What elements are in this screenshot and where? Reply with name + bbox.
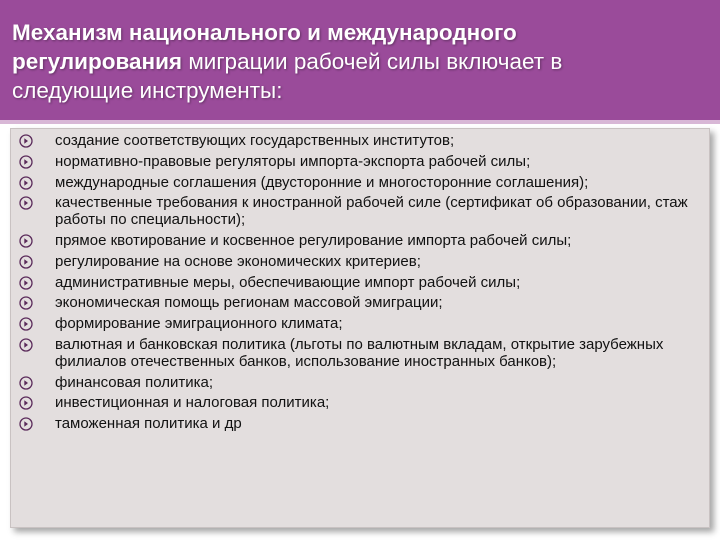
- list-item: [19, 375, 701, 392]
- list-item: [19, 395, 701, 412]
- list-item: [19, 316, 701, 333]
- circled-arrow-icon: [19, 255, 33, 269]
- list-item: [19, 133, 701, 150]
- list-item-text: инвестиционная и налоговая политика;: [55, 394, 330, 412]
- circled-arrow-icon: [19, 317, 33, 331]
- slide-title: [12, 18, 710, 105]
- circled-arrow-icon: [19, 234, 33, 248]
- list-item: [19, 154, 701, 171]
- list-item: [19, 416, 701, 433]
- list-item-text: качественные требования к иностранной рабочей силе (сертификат об образовании, стаж работы по специальности);: [55, 194, 688, 229]
- list-item-text: нормативно-правовые регуляторы импорта-экспорта рабочей силы;: [55, 152, 531, 170]
- list-item-text: формирование эмиграционного климата;: [55, 315, 343, 333]
- list-item: [19, 233, 701, 250]
- list-item: [19, 175, 701, 192]
- list-item: [19, 275, 701, 292]
- title-line2-bold: регулирования: [12, 49, 183, 74]
- list-item-text: административные меры, обеспечивающие импорт рабочей силы;: [55, 273, 521, 291]
- circled-arrow-icon: [19, 176, 33, 190]
- circled-arrow-icon: [19, 296, 33, 310]
- content-panel: [10, 128, 710, 528]
- title-line3: следующие инструменты:: [12, 78, 283, 103]
- circled-arrow-icon: [19, 155, 33, 169]
- list-item-text: международные соглашения (двусторонние и многосторонние соглашения);: [55, 173, 589, 191]
- circled-arrow-icon: [19, 196, 33, 210]
- list-item-text: финансовая политика;: [55, 373, 213, 391]
- list-item-text: экономическая помощь регионам массовой эмиграции;: [55, 294, 443, 312]
- list-item-text: регулирование на основе экономических критериев;: [55, 252, 421, 270]
- title-line2-rest: миграции рабочей силы включает в: [182, 49, 563, 74]
- title-line1: Механизм национального и международного: [12, 20, 517, 45]
- title-banner: [0, 0, 720, 124]
- list-item-text: таможенная политика и др: [55, 415, 242, 433]
- instruments-list: [11, 129, 709, 433]
- circled-arrow-icon: [19, 417, 33, 431]
- circled-arrow-icon: [19, 276, 33, 290]
- circled-arrow-icon: [19, 396, 33, 410]
- circled-arrow-icon: [19, 376, 33, 390]
- circled-arrow-icon: [19, 338, 33, 352]
- list-item-text: прямое квотирование и косвенное регулирование импорта рабочей силы;: [55, 231, 572, 249]
- list-item: [19, 337, 701, 371]
- list-item: [19, 254, 701, 271]
- list-item: [19, 295, 701, 312]
- list-item: [19, 195, 701, 229]
- circled-arrow-icon: [19, 134, 33, 148]
- list-item-text: валютная и банковская политика (льготы по валютным вкладам, открытие зарубежных филиалов отечественных банков, использование иностранных банков);: [55, 335, 664, 370]
- list-item-text: создание соответствующих государственных институтов;: [55, 132, 455, 149]
